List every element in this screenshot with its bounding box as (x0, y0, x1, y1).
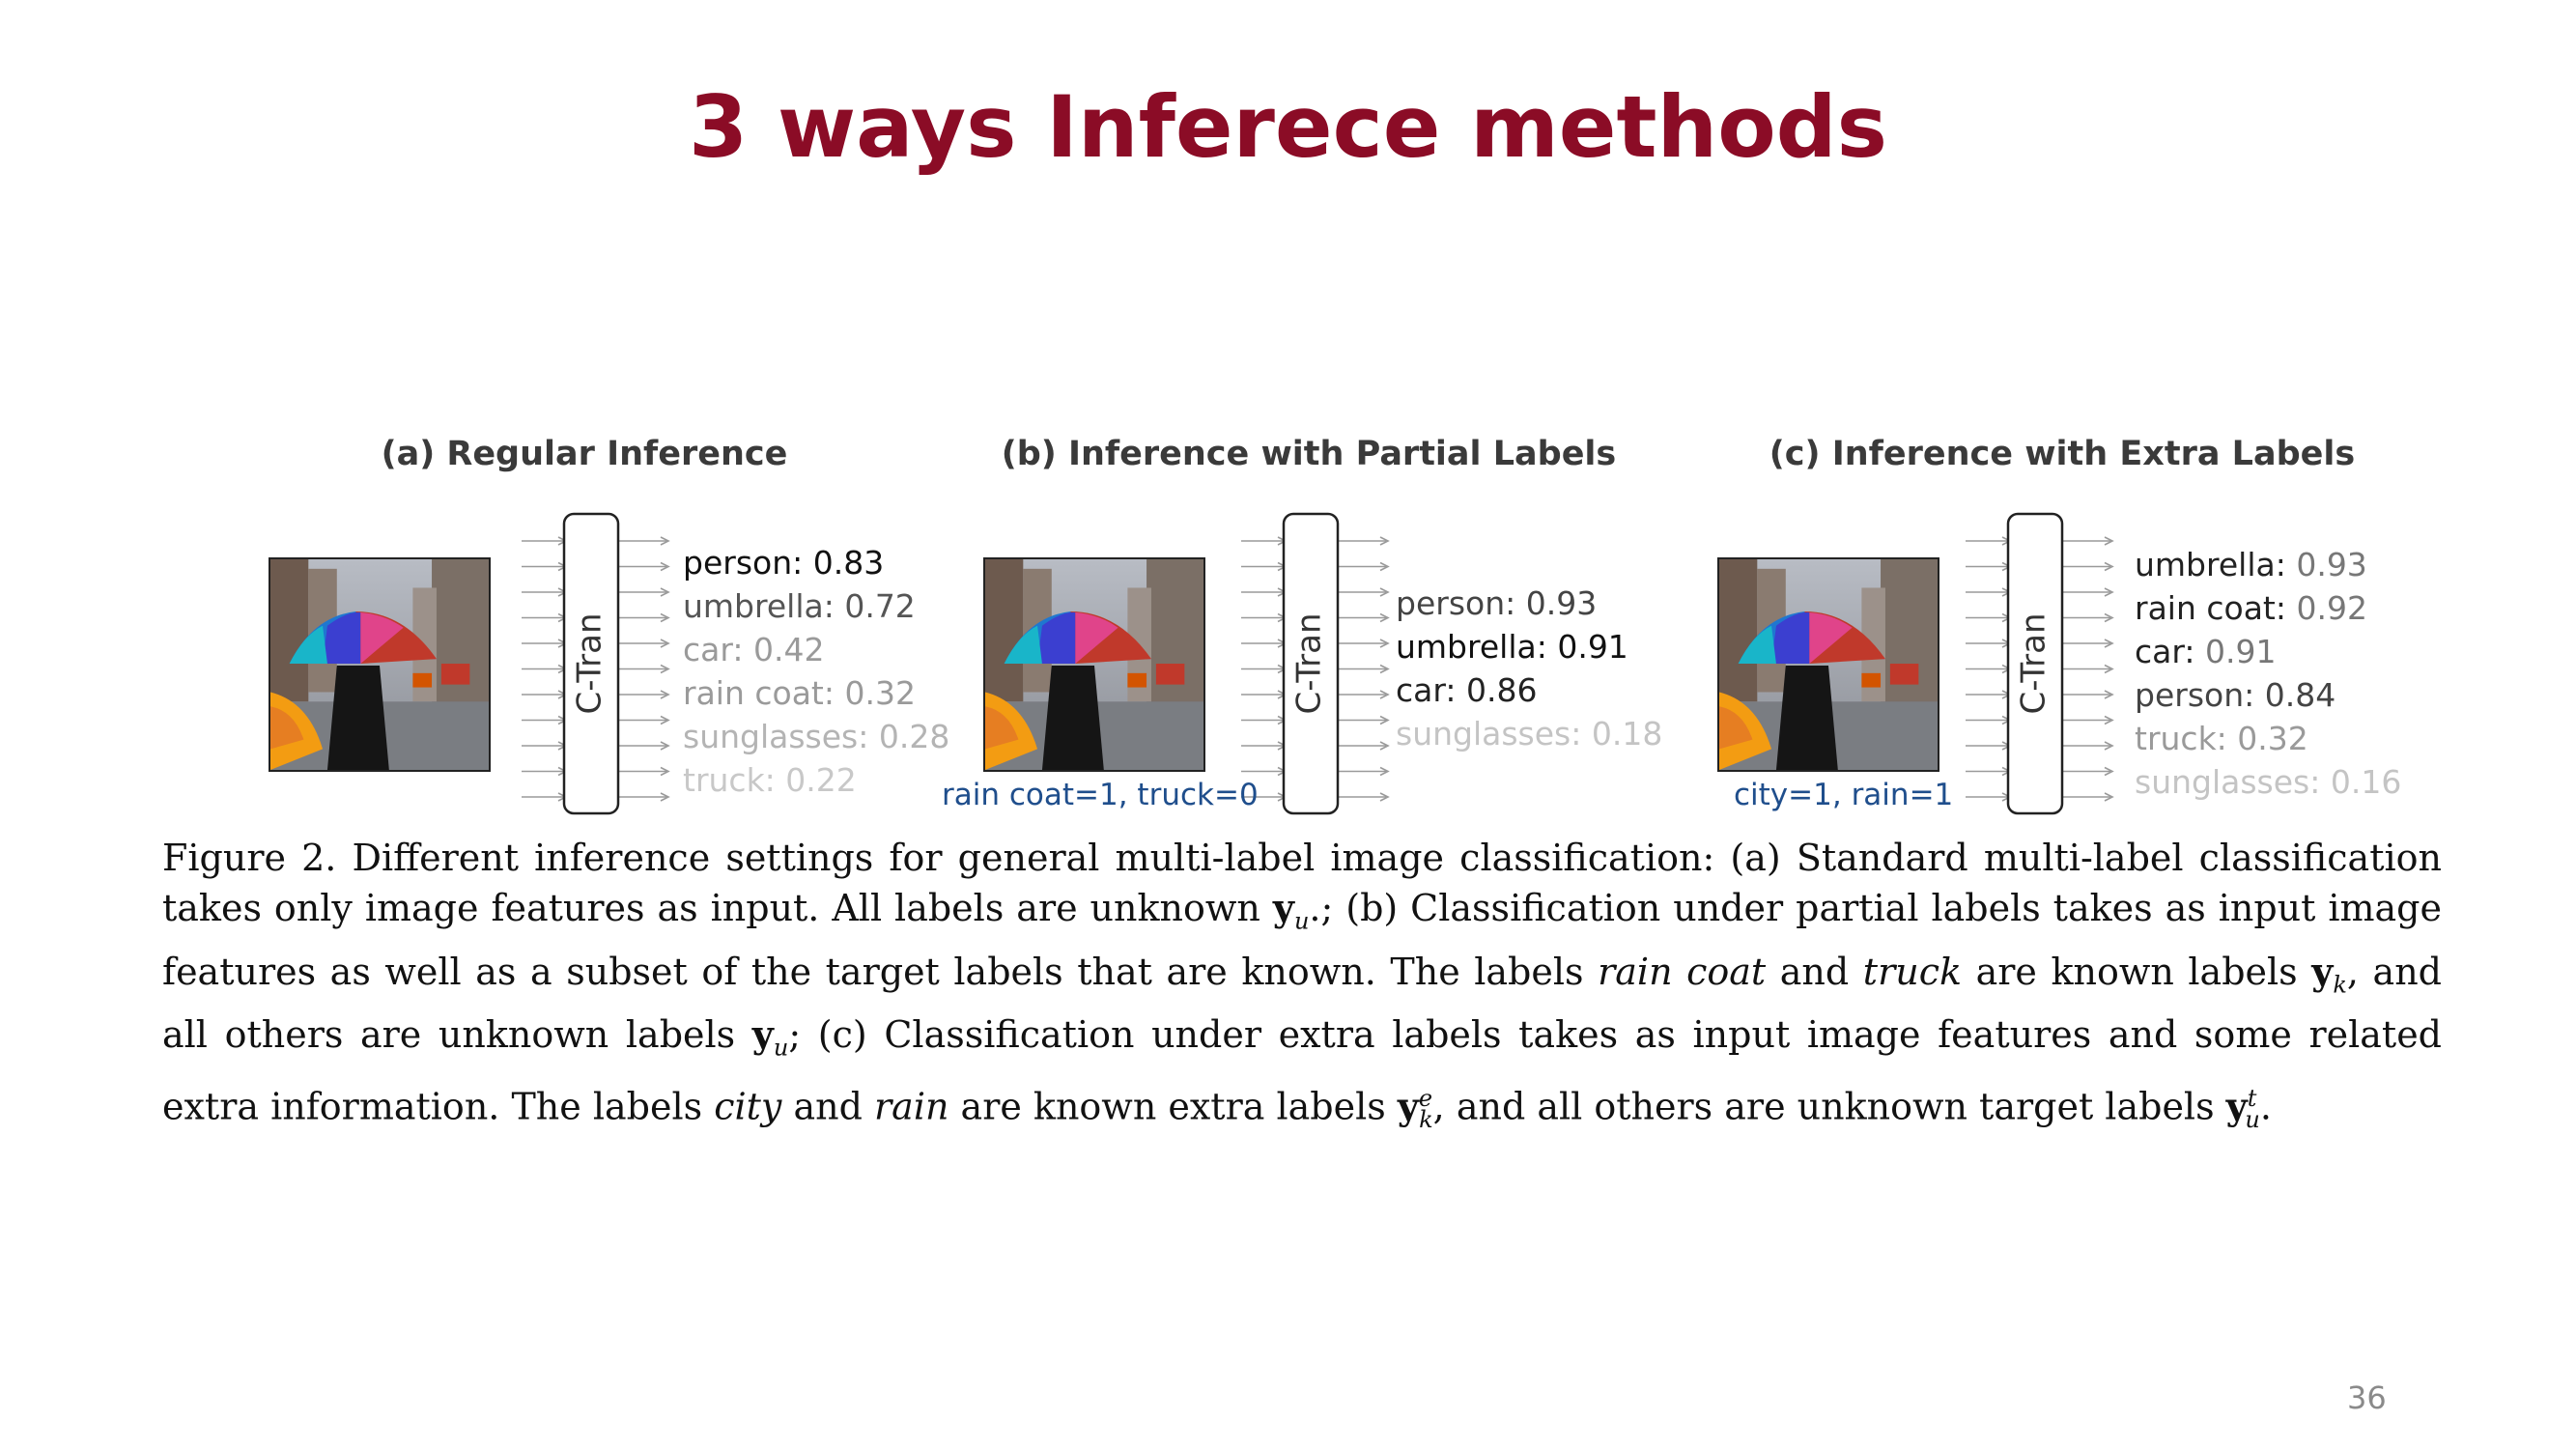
input-image (1717, 557, 1939, 772)
label-scores (1396, 582, 1662, 755)
label-name: sunglasses: (1396, 715, 1592, 753)
label-name: person: (1396, 584, 1526, 622)
label-score-row (683, 584, 949, 628)
label-name: sunglasses: (683, 718, 879, 755)
label-score: 0.91 (1557, 628, 1628, 666)
caption-italic: rain (874, 1085, 949, 1128)
known-labels: city=1, rain=1 (1734, 778, 1954, 812)
c-tran-label: C-Tran (1289, 612, 1329, 715)
panel-title: (c) Inference with Extra Labels (1769, 435, 2356, 473)
label-name: rain coat: (2135, 589, 2297, 627)
label-name: car: (2135, 633, 2205, 670)
c-tran-block (1966, 512, 2149, 821)
caption-text: . (2259, 1085, 2272, 1128)
label-score-row (683, 758, 949, 802)
label-score-row (2135, 543, 2367, 586)
label-name: car: (683, 631, 753, 668)
caption-text: ; (c) Classification under extra labels takes as input image features and some related extra information. The labels (162, 1013, 2443, 1128)
vector-y: y (751, 1012, 774, 1057)
label-name: truck: (683, 761, 786, 799)
c-tran-label: C-Tran (2014, 612, 2053, 715)
caption-text: , and all others are unknown labels (162, 950, 2442, 1057)
label-score: 0.16 (2330, 763, 2402, 801)
vector-y: y (2311, 949, 2334, 993)
label-score-row (1396, 582, 1662, 625)
label-scores (2135, 543, 2402, 804)
label-score: 0.18 (1591, 715, 1663, 753)
caption-text: are known extra labels (948, 1085, 1398, 1128)
label-score-row (683, 671, 949, 715)
caption-text: and (781, 1085, 874, 1128)
label-score-row (2135, 717, 2355, 760)
slide-title: 3 ways Inferece methods (688, 77, 1888, 177)
caption-italic: rain coat (1598, 950, 1767, 993)
caption-italic: truck (1862, 950, 1963, 993)
label-score-row (683, 541, 949, 584)
label-name: person: (2135, 676, 2265, 714)
caption-italic: city (714, 1085, 782, 1128)
label-score-row (683, 628, 949, 671)
caption-text: , and all others are unknown target labels (1432, 1085, 2226, 1128)
label-score: 0.93 (1525, 584, 1598, 622)
label-name: person: (683, 544, 813, 582)
label-score: 0.91 (2204, 633, 2277, 670)
label-name: umbrella: (1396, 628, 1558, 666)
subscript-u: u (2245, 1106, 2260, 1134)
label-name: umbrella: (2135, 546, 2297, 583)
vector-y: y (1397, 1084, 1419, 1128)
vector-y: y (2225, 1084, 2248, 1128)
label-score: 0.72 (844, 587, 916, 625)
label-name: truck: (2135, 720, 2238, 757)
label-name: sunglasses: (2135, 763, 2331, 801)
subscript-k: k (2333, 971, 2347, 999)
label-score: 0.32 (2237, 720, 2308, 757)
subscript-u: u (773, 1034, 789, 1062)
label-score-row (1396, 668, 1662, 712)
label-score-row (1396, 712, 1662, 755)
label-score: 0.86 (1465, 671, 1538, 709)
label-score: 0.84 (2264, 676, 2336, 714)
superscript-e: e (1418, 1084, 1433, 1112)
subscript-k: k (1419, 1106, 1433, 1134)
panel-title: (a) Regular Inference (381, 435, 788, 473)
label-scores (683, 541, 949, 802)
label-score-row (2135, 760, 2402, 804)
label-score-row (683, 715, 949, 758)
label-score: 0.22 (785, 761, 857, 799)
figure-caption (162, 833, 2442, 1145)
subscript-u: u (1293, 907, 1310, 935)
caption-text: .; (b) Classification under partial labels takes as input image features as well as a subset of the target labels that are known. The labels (162, 887, 2442, 993)
caption-text: Figure 2. Different inference settings for general multi-label image classification: (a) Standard multi-label classification takes only image features as input. All labels are unknown (162, 837, 2442, 929)
c-tran-label: C-Tran (570, 612, 609, 715)
label-score-row (1396, 625, 1662, 668)
label-score: 0.92 (2296, 589, 2367, 627)
label-score: 0.93 (2296, 546, 2367, 583)
label-score-row (2135, 586, 2367, 630)
vector-y: y (1272, 886, 1294, 929)
label-score: 0.42 (752, 631, 825, 668)
label-name: rain coat: (683, 674, 845, 712)
c-tran-block (522, 512, 705, 821)
label-score-row (2135, 673, 2355, 717)
superscript-t: t (2247, 1084, 2257, 1112)
input-image (269, 557, 491, 772)
label-score-row (2135, 630, 2355, 673)
input-image (983, 557, 1205, 772)
label-name: umbrella: (683, 587, 845, 625)
panel-title: (b) Inference with Partial Labels (1001, 435, 1617, 473)
page-number: 36 (2347, 1379, 2387, 1416)
label-score: 0.32 (844, 674, 916, 712)
known-labels: rain coat=1, truck=0 (942, 778, 1259, 812)
label-score: 0.83 (812, 544, 885, 582)
caption-text: are known labels (1962, 950, 2312, 993)
label-score: 0.28 (878, 718, 950, 755)
caption-text: and (1766, 950, 1863, 993)
label-name: car: (1396, 671, 1466, 709)
